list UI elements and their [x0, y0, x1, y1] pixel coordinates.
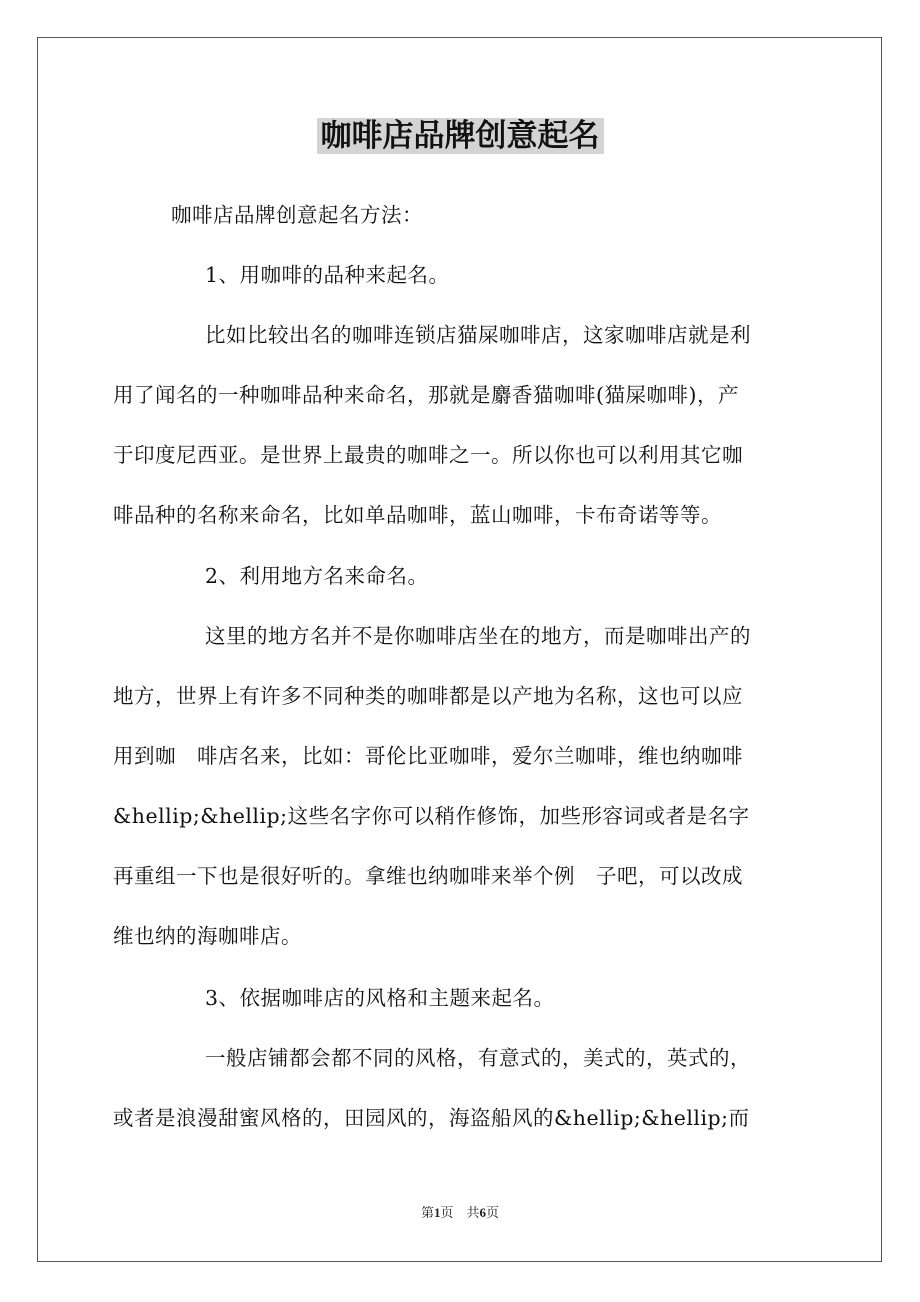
- footer-page-suffix: 页: [440, 1205, 454, 1220]
- footer-total-suffix: 页: [486, 1205, 500, 1220]
- text-line: 用了闻名的一种咖啡品种来命名，那就是麝香猫咖啡(猫屎咖啡)，产: [113, 383, 739, 407]
- text-line: 用到咖 啡店名来，比如：哥伦比亚咖啡，爱尔兰咖啡，维也纳咖啡: [113, 744, 743, 768]
- text-line: 维也纳的海咖啡店。: [113, 924, 302, 948]
- text-line: 一般店铺都会都不同的风格，有意式的，美式的，英式的，: [205, 1046, 751, 1070]
- text-line: 于印度尼西亚。是世界上最贵的咖啡之一。所以你也可以利用其它咖: [113, 443, 743, 467]
- text-line: 比如比较出名的咖啡连锁店猫屎咖啡店，这家咖啡店就是利: [205, 323, 751, 347]
- text-line: 或者是浪漫甜蜜风格的，田园风的，海盗船风的&hellip;&hellip;而: [113, 1106, 750, 1130]
- footer-page-number: 1: [433, 1205, 441, 1220]
- text-line-intro: 咖啡店品牌创意起名方法：: [171, 203, 423, 227]
- document-title: [0, 112, 920, 160]
- text-line: 啡品种的名称来命名，比如单品咖啡，蓝山咖啡，卡布奇诺等等。: [113, 503, 722, 527]
- text-line: 地方，世界上有许多不同种类的咖啡都是以产地为名称，这也可以应: [113, 684, 743, 708]
- footer-total-pages: 6: [479, 1205, 487, 1220]
- text-line-heading-1: 1、用咖啡的品种来起名。: [205, 263, 450, 287]
- text-line-heading-3: 3、依据咖啡店的风格和主题来起名。: [205, 986, 555, 1010]
- text-line-heading-2: 2、利用地方名来命名。: [205, 564, 429, 588]
- page-footer: [0, 1203, 920, 1223]
- footer-page-prefix: 第: [420, 1205, 434, 1220]
- text-line: 这里的地方名并不是你咖啡店坐在的地方，而是咖啡出产的: [205, 624, 751, 648]
- document-title-text: 咖啡店品牌创意起名: [317, 118, 604, 154]
- footer-total-prefix: 共: [466, 1205, 480, 1220]
- text-line: 再重组一下也是很好听的。拿维也纳咖啡来举个例 子吧，可以改成: [113, 864, 743, 888]
- text-line: &hellip;&hellip;这些名字你可以稍作修饰，加些形容词或者是名字: [113, 804, 750, 828]
